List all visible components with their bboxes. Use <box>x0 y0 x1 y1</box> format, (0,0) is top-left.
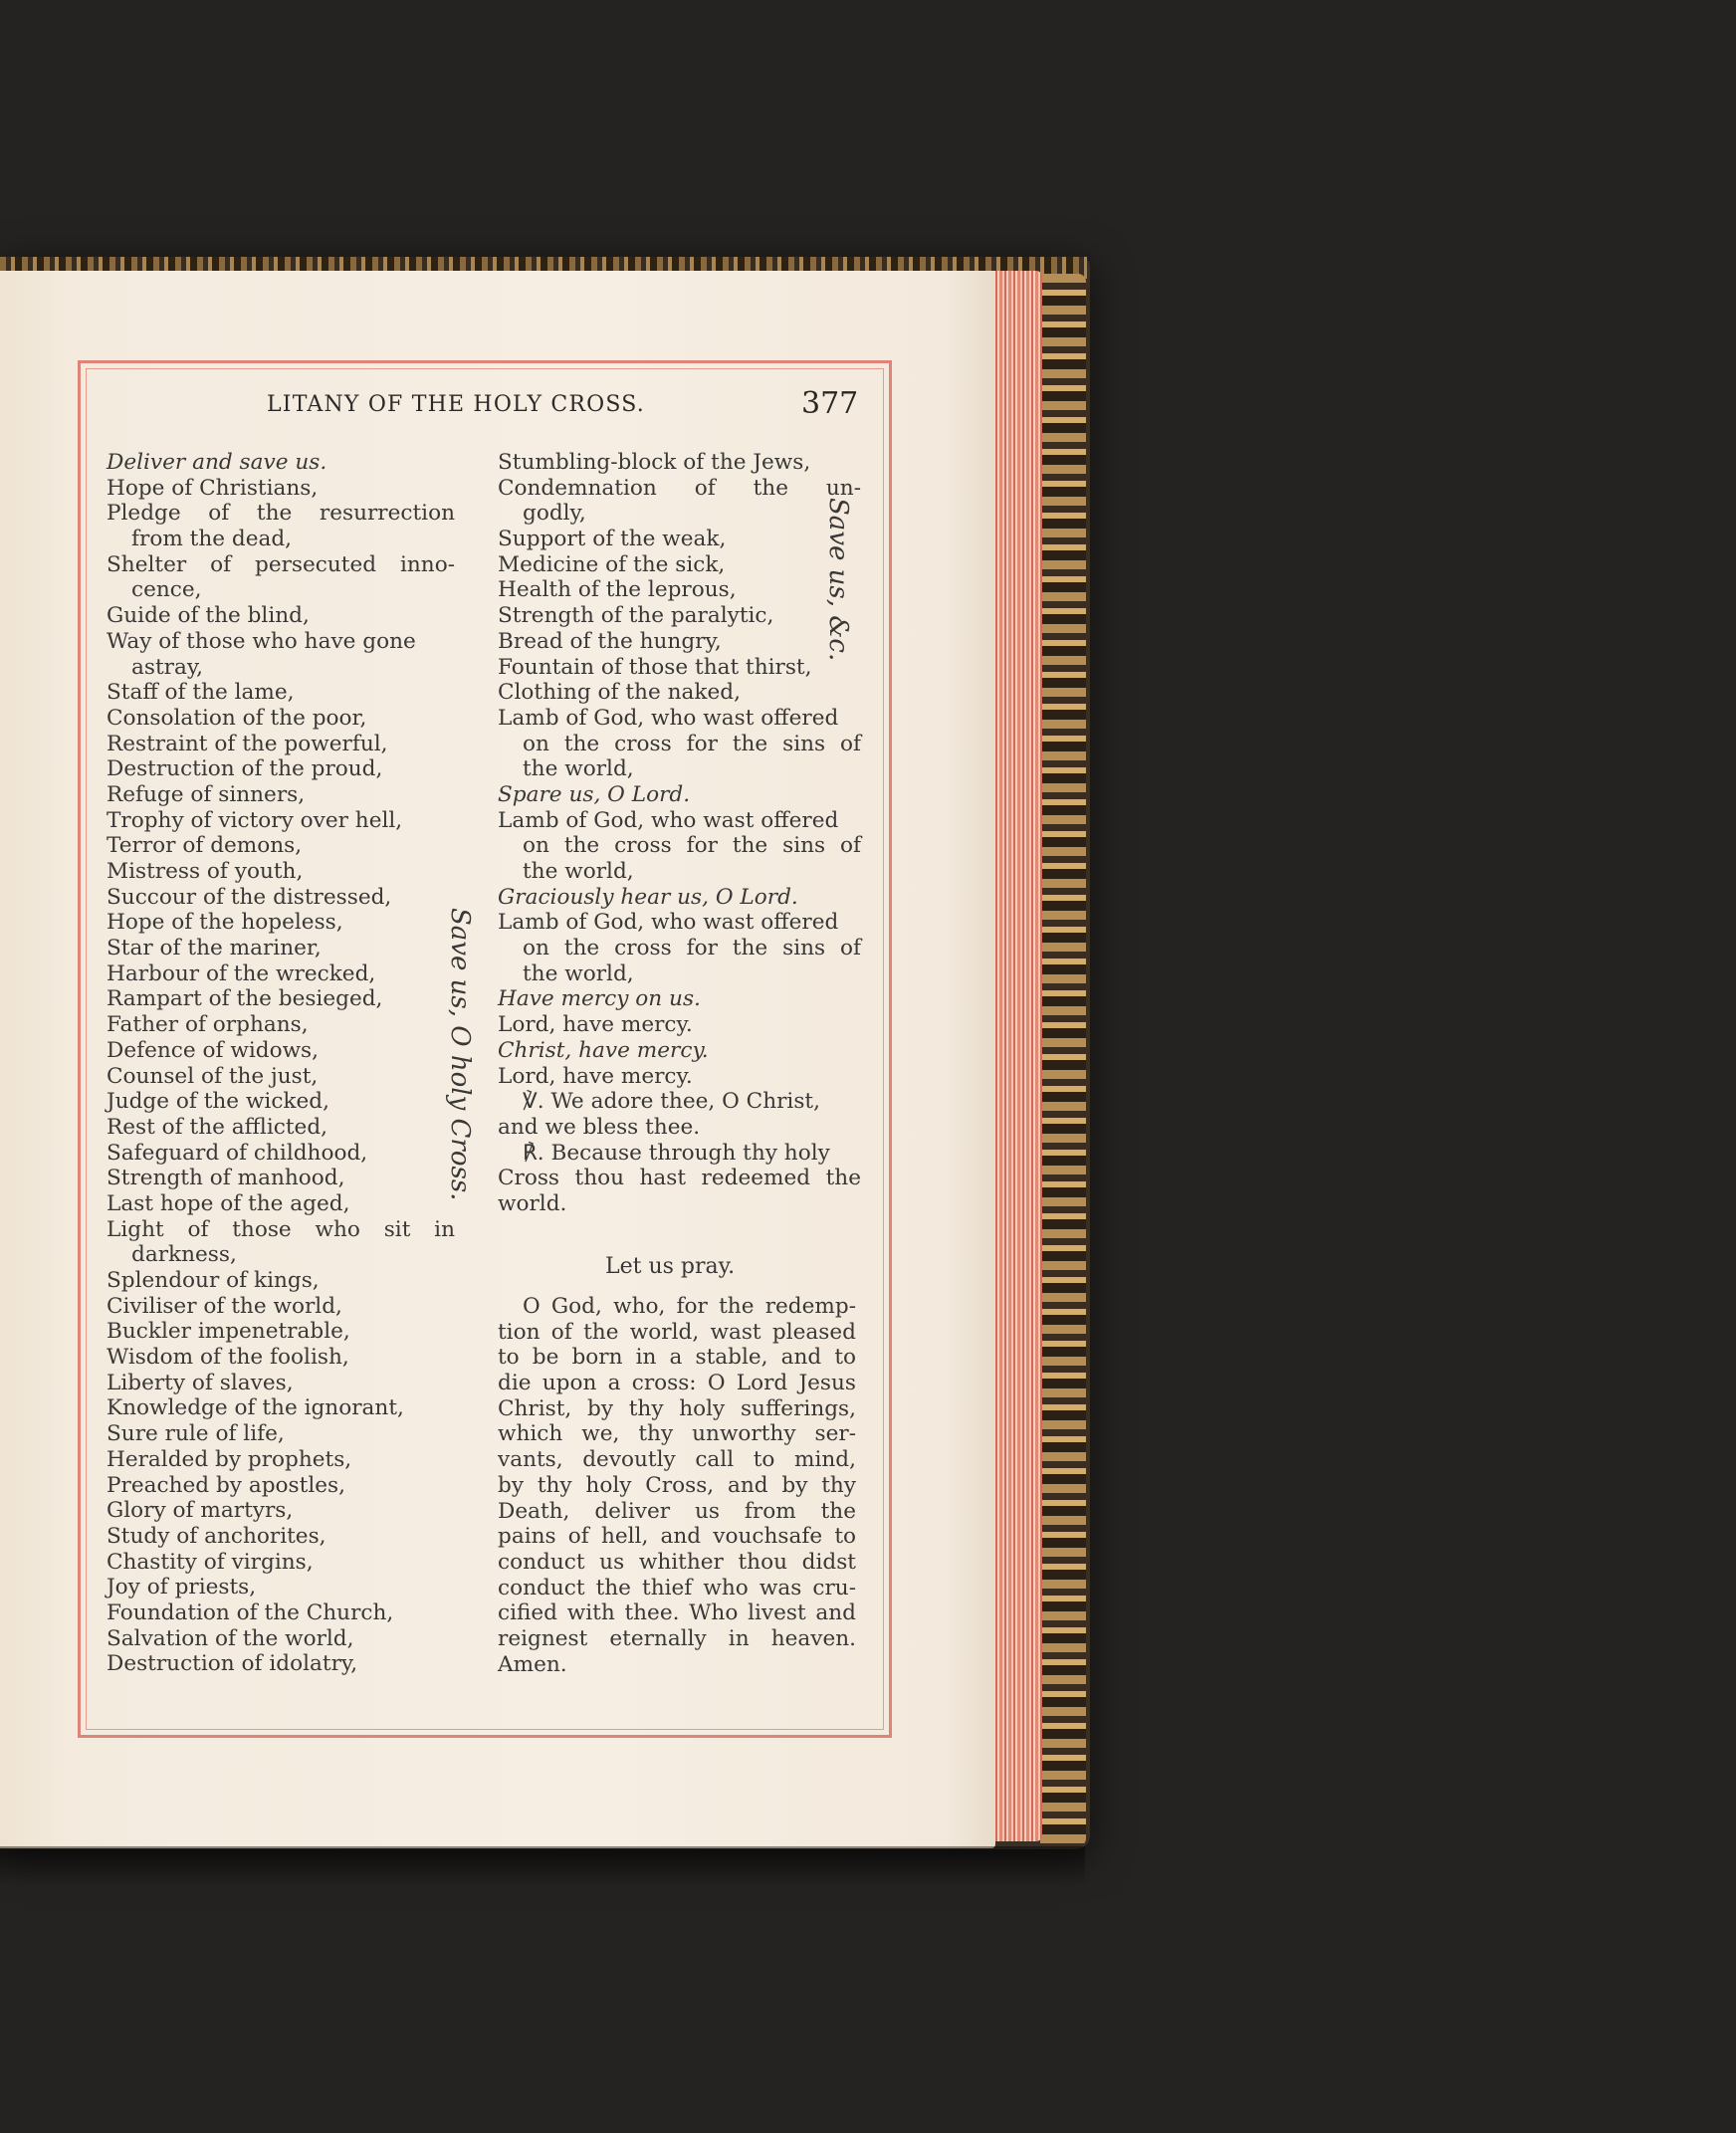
text-line: Pledge of the resurrection <box>107 501 455 527</box>
text-line: Rest of the afflicted, <box>107 1114 328 1140</box>
text-line: Lord, have mercy. <box>498 1063 693 1089</box>
text-line: cified with thee. Who livest and <box>498 1600 856 1626</box>
text-line: Terror of demons, <box>107 833 303 859</box>
text-line: Fountain of those that thirst, <box>498 654 812 680</box>
text-line: Star of the mariner, <box>107 936 322 961</box>
text-line: Safeguard of childhood, <box>107 1140 368 1166</box>
text-line: Strength of manhood, <box>107 1166 345 1191</box>
text-line: Bread of the hungry, <box>498 628 722 654</box>
text-line: Lamb of God, who wast offered <box>498 910 839 936</box>
text-line: Harbour of the wrecked, <box>107 960 376 986</box>
text-line: Chastity of virgins, <box>107 1549 314 1575</box>
text-line: Defence of widows, <box>107 1037 320 1063</box>
text-line: the world, <box>523 960 634 986</box>
text-line: Civiliser of the world, <box>107 1293 342 1319</box>
text-line: Lord, have mercy. <box>498 1012 693 1038</box>
text-line: Support of the weak, <box>498 527 727 552</box>
text-line: and we bless thee. <box>498 1114 701 1140</box>
text-line: Shelter of persecuted inno- <box>107 551 455 577</box>
text-line: Last hope of the aged, <box>107 1190 350 1216</box>
text-line: Foundation of the Church, <box>107 1600 394 1625</box>
text-line: Destruction of idolatry, <box>107 1651 358 1677</box>
text-line: Lamb of God, who wast offered <box>498 705 839 731</box>
text-line: Christ, by thy holy sufferings, <box>498 1395 856 1421</box>
text-line: on the cross for the sins of <box>523 833 861 859</box>
gilt-cover-edge-right <box>1040 274 1086 1846</box>
text-line: Consolation of the poor, <box>107 705 367 731</box>
text-line: Knowledge of the ignorant, <box>107 1395 404 1421</box>
text-line: Study of anchorites, <box>107 1523 326 1549</box>
text-line: tion of the world, wast pleased <box>498 1319 856 1345</box>
text-line: cence, <box>131 577 202 603</box>
text-line: the world, <box>523 859 634 884</box>
text-line: Preached by apostles, <box>107 1472 345 1498</box>
text-line: Cross thou hast redeemed the <box>498 1166 861 1191</box>
text-line: darkness, <box>131 1242 237 1268</box>
text-line: Heralded by prophets, <box>107 1446 352 1472</box>
text-line: Refuge of sinners, <box>107 781 306 807</box>
text-line: Judge of the wicked, <box>107 1089 329 1115</box>
text-line: Succour of the distressed, <box>107 884 392 910</box>
text-line: pains of hell, and vouchsafe to <box>498 1524 856 1550</box>
text-line: astray, <box>131 654 204 680</box>
text-line: Salvation of the world, <box>107 1625 354 1651</box>
right-refrain: Save us, &c. <box>823 498 853 662</box>
text-line: Liberty of slaves, <box>107 1370 294 1395</box>
text-line: which we, thy unworthy ser- <box>498 1421 856 1447</box>
text-line: Father of orphans, <box>107 1012 309 1038</box>
text-line: conduct us whither thou didst <box>498 1549 856 1575</box>
text-line: the world, <box>523 756 634 782</box>
red-page-fore-edge <box>990 271 1042 1841</box>
text-line: Rampart of the besieged, <box>107 986 383 1012</box>
text-line: ℟. Because through thy holy <box>523 1140 830 1166</box>
text-line: Guide of the blind, <box>107 603 310 629</box>
text-line: Joy of priests, <box>107 1575 257 1600</box>
text-line: die upon a cross: O Lord Jesus <box>498 1371 856 1396</box>
text-line: vants, devoutly call to mind, <box>498 1447 856 1473</box>
text-line: reignest eternally in heaven. <box>498 1625 856 1651</box>
text-line: Glory of martyrs, <box>107 1498 294 1524</box>
text-line: Light of those who sit in <box>107 1216 455 1242</box>
text-line: Condemnation of the un- <box>498 475 861 501</box>
text-line: to be born in a stable, and to <box>498 1345 856 1371</box>
text-line: Death, deliver us from the <box>498 1498 856 1524</box>
text-line: Destruction of the proud, <box>107 756 383 782</box>
text-line: Spare us, O Lord. <box>498 781 691 807</box>
text-line: Health of the leprous, <box>498 577 737 603</box>
text-line: Graciously hear us, O Lord. <box>498 884 798 910</box>
text-line: Have mercy on us. <box>498 986 701 1012</box>
left-column <box>107 450 455 1677</box>
text-line: Restraint of the powerful, <box>107 731 388 756</box>
text-line: Christ, have mercy. <box>498 1037 709 1063</box>
running-title: LITANY OF THE HOLY CROSS. <box>267 392 645 417</box>
text-line: ℣. We adore thee, O Christ, <box>523 1089 820 1115</box>
text-line: Deliver and save us. <box>107 450 327 475</box>
page-number: 377 <box>801 386 859 421</box>
text-line: Clothing of the naked, <box>498 680 741 706</box>
text-line: on the cross for the sins of <box>523 731 861 756</box>
left-refrain: Save us, O holy Cross. <box>445 908 475 1201</box>
text-line: Sure rule of life, <box>107 1421 285 1447</box>
prayer-heading: Let us pray. <box>605 1254 736 1279</box>
text-line: O God, who, for the redemp- <box>523 1294 856 1319</box>
text-line: conduct the thief who was cru- <box>498 1575 856 1600</box>
text-line: godly, <box>523 501 586 527</box>
text-line: Splendour of kings, <box>107 1268 320 1293</box>
text-line: Staff of the lame, <box>107 680 295 706</box>
text-line: from the dead, <box>131 527 293 552</box>
text-line: Amen. <box>498 1651 567 1677</box>
text-line: Counsel of the just, <box>107 1063 319 1089</box>
right-column <box>498 450 861 1217</box>
text-line: on the cross for the sins of <box>523 936 861 961</box>
text-line: Hope of the hopeless, <box>107 910 343 936</box>
text-line: Trophy of victory over hell, <box>107 807 403 833</box>
text-line: Strength of the paralytic, <box>498 603 774 629</box>
prayer-body <box>498 1294 856 1677</box>
text-line: Way of those who have gone <box>107 628 416 654</box>
text-line: Medicine of the sick, <box>498 551 726 577</box>
text-line: Hope of Christians, <box>107 475 319 501</box>
text-line: by thy holy Cross, and by thy <box>498 1472 856 1498</box>
text-line: Stumbling-block of the Jews, <box>498 450 811 475</box>
cover-shadow <box>0 1846 1085 1886</box>
text-line: Mistress of youth, <box>107 859 304 884</box>
text-line: world. <box>498 1190 567 1216</box>
text-line: Lamb of God, who wast offered <box>498 807 839 833</box>
text-line: Buckler impenetrable, <box>107 1319 350 1345</box>
text-line: Wisdom of the foolish, <box>107 1345 349 1371</box>
